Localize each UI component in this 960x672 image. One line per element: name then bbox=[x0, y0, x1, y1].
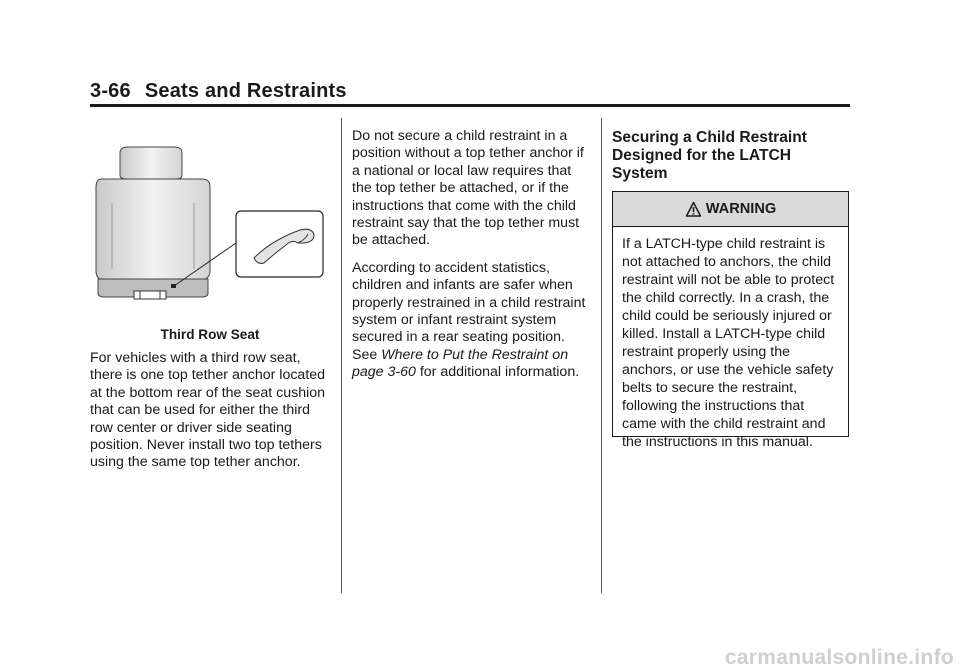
column-divider bbox=[341, 118, 342, 593]
statistics-text: According to accident statistics, children and infants are safer when properly restrained in a child restraint system or infant restraint system secured in a rear seating position. See bbox=[352, 259, 586, 363]
warning-icon bbox=[685, 201, 702, 218]
section-title: Seats and Restraints bbox=[144, 80, 347, 102]
where-to-put-restraint-link[interactable]: Where to Put the Restraint on page 3-60 bbox=[352, 346, 569, 381]
column-divider bbox=[601, 118, 602, 593]
seat-tether-anchor-illustration bbox=[88, 143, 328, 308]
column-1 bbox=[90, 350, 330, 482]
warning-header bbox=[613, 192, 848, 227]
statistics-text-end: for additional information. bbox=[415, 364, 580, 381]
header-rule bbox=[90, 104, 850, 107]
warning-text: If a LATCH-type child restraint is not attached to anchors, the child restraint will not be able to protect the child correctly. In a crash, the child could be seriously injured or killed. Install a LATCH-type child restraint properly using the anchors, or use the vehicle safety belts to secure the restraint, following the instructions that came with the child restraint and the instructions in this manual. bbox=[622, 236, 835, 450]
figure-caption: Third Row Seat bbox=[160, 327, 260, 342]
warning-label: WARNING bbox=[705, 201, 777, 217]
watermark: carmanualsonline.info bbox=[724, 646, 954, 669]
section-heading: Securing a Child Restraint Designed for the LATCH System bbox=[612, 129, 807, 182]
page-number: 3-66 bbox=[90, 80, 131, 102]
column-2 bbox=[352, 128, 592, 392]
law-requirement-paragraph: Do not secure a child restraint in a position without a top tether anchor if a national or local law requires that the top tether be attached, or if the instructions that come with the child restraint say that the top tether must be attached. bbox=[352, 128, 584, 249]
statistics-paragraph bbox=[352, 260, 592, 382]
tether-anchor-paragraph: For vehicles with a third row seat, there is one top tether anchor located at the bottom rear of the seat cushion that can be used for either the third row center or driver side seating position. Never install two top tethers using the same top tether anchor. bbox=[90, 350, 326, 471]
warning-box bbox=[612, 191, 849, 450]
page-header bbox=[90, 80, 347, 103]
